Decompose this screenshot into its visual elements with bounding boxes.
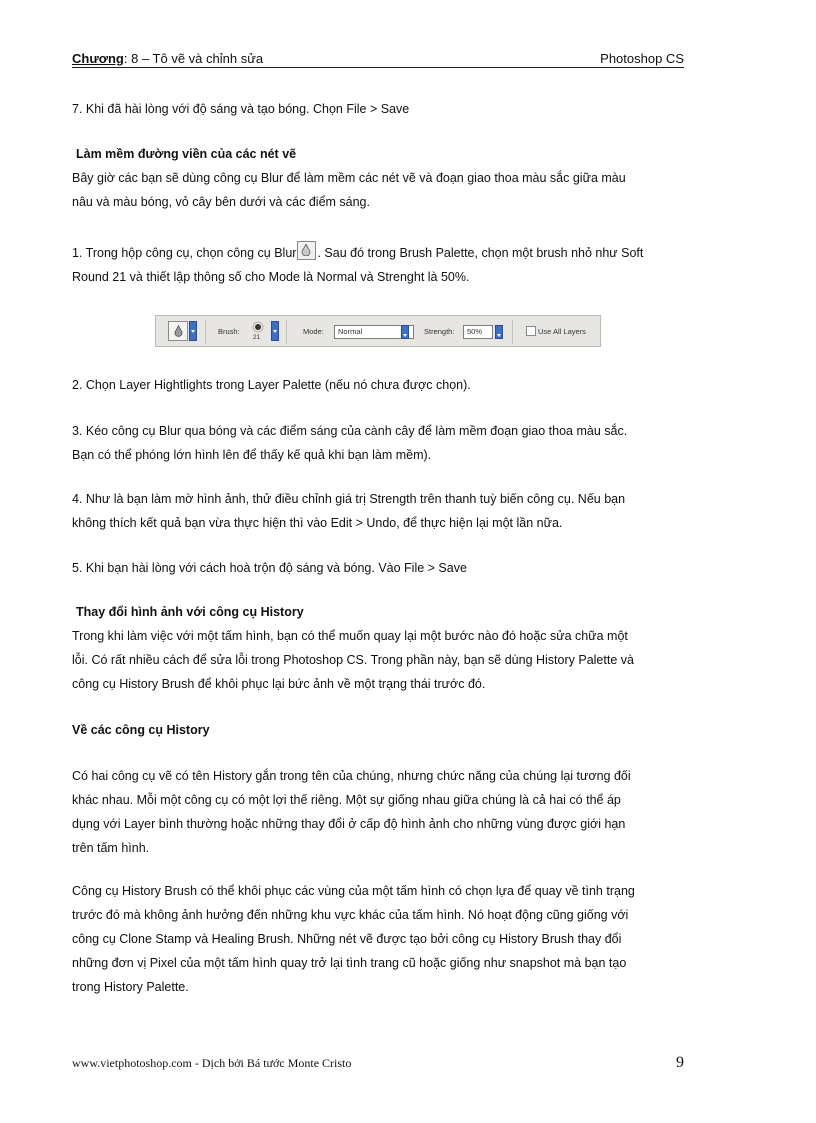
chapter-label: Chương bbox=[72, 51, 124, 66]
step-4 bbox=[72, 487, 692, 535]
tools-line-4: trên tấm hình. bbox=[72, 841, 150, 855]
step-1-text-a: 1. Trong hộp công cụ, chọn công cụ Blur bbox=[72, 246, 297, 260]
strength-label: Strength: bbox=[424, 327, 455, 336]
blur-drop-icon bbox=[174, 325, 183, 337]
blur-options-toolbar bbox=[155, 315, 601, 347]
header-app-name: Photoshop CS bbox=[600, 51, 684, 66]
heading-soften: Làm mềm đường viền của các nét vẽ bbox=[76, 147, 297, 161]
mode-dropdown-arrow[interactable] bbox=[401, 325, 409, 339]
chapter-title: : 8 – Tô vẽ và chỉnh sửa bbox=[123, 51, 264, 66]
step-4-line-2: không thích kết quả bạn vừa thực hiện thì vào Edit > Undo, để thực hiện lại một lần nữa. bbox=[72, 516, 563, 530]
toolbar-separator bbox=[205, 320, 206, 344]
brush-line-4: những đơn vị Pixel của một tấm hình quay trở lại tình trang cũ hoặc giống như snapshot mà bạn tạo bbox=[72, 956, 627, 970]
step-3-line-2: Bạn có thể phóng lớn hình lên để thấy kế quả khi bạn làm mềm). bbox=[72, 448, 432, 462]
toolbar-separator bbox=[512, 320, 513, 344]
brush-size: 21 bbox=[253, 334, 261, 341]
brush-line-3: công cụ Clone Stamp và Healing Brush. Những nét vẽ được tạo bởi công cụ History Brush thay đổi bbox=[72, 932, 622, 946]
brush-label: Brush: bbox=[218, 327, 240, 336]
step-7: 7. Khi đã hài lòng với độ sáng và tạo bóng. Chọn File > Save bbox=[72, 102, 410, 116]
history-brush-paragraph bbox=[72, 879, 692, 999]
toolbar-separator bbox=[286, 320, 287, 344]
heading-history-tools: Về các công cụ History bbox=[72, 723, 210, 737]
step-3 bbox=[72, 419, 692, 467]
brush-preview[interactable] bbox=[247, 320, 269, 344]
heading-history: Thay đổi hình ảnh với công cụ History bbox=[76, 605, 304, 619]
history-line-3: công cụ History Brush để khôi phục lại bức ảnh về một trạng thái trước đó. bbox=[72, 677, 486, 691]
header-chapter bbox=[72, 51, 263, 66]
tool-preset-arrow[interactable] bbox=[189, 321, 197, 341]
footer-site: www.vietphotoshop.com - Dịch bởi Bá tước Monte Cristo bbox=[72, 1056, 352, 1070]
soften-paragraph bbox=[72, 166, 692, 214]
page-number: 9 bbox=[676, 1054, 684, 1071]
tools-line-3: dụng với Layer bình thường hoặc những thay đổi ở cấp độ hình ảnh cho những vùng được giới hạn bbox=[72, 817, 626, 831]
step-4-line-1: 4. Như là bạn làm mờ hình ảnh, thử điều chỉnh giá trị Strength trên thanh tuỳ biến công cụ. Nếu bạn bbox=[72, 492, 626, 506]
header-rule bbox=[72, 67, 684, 68]
soften-line-2: nâu và màu bóng, vỏ cây bên dưới và các điểm sáng. bbox=[72, 195, 370, 209]
history-line-2: lỗi. Có rất nhiều cách để sửa lỗi trong Photoshop CS. Trong phần này, bạn sẽ dùng History Palette và bbox=[72, 653, 634, 667]
brush-line-5: trong History Palette. bbox=[72, 980, 189, 994]
step-1 bbox=[72, 241, 692, 289]
strength-slider-arrow[interactable] bbox=[495, 325, 503, 339]
tools-line-2: khác nhau. Mỗi một công cụ có một lợi thế riêng. Một sự giống nhau giữa chúng là cả hai có thể áp bbox=[72, 793, 621, 807]
step-3-line-1: 3. Kéo công cụ Blur qua bóng và các điểm sáng của cành cây để làm mềm đoạn giao thoa màu sắc. bbox=[72, 424, 628, 438]
step-5: 5. Khi bạn hài lòng với cách hoà trộn độ sáng và bóng. Vào File > Save bbox=[72, 561, 467, 575]
step-1-text-b: . Sau đó trong Brush Palette, chọn một brush nhỏ như Soft bbox=[317, 246, 644, 260]
brush-picker-arrow[interactable] bbox=[271, 321, 279, 341]
page-footer bbox=[72, 1056, 684, 1076]
step-1-line-1 bbox=[72, 241, 692, 265]
soften-line-1: Bây giờ các bạn sẽ dùng công cụ Blur để làm mềm các nét vẽ và đoạn giao thoa màu sắc giữa màu bbox=[72, 171, 626, 185]
mode-label: Mode: bbox=[303, 327, 324, 336]
history-paragraph bbox=[72, 624, 692, 696]
tools-line-1: Có hai công cụ vẽ có tên History gắn trong tên của chúng, nhưng chức năng của chúng lại tương đối bbox=[72, 769, 631, 783]
tools-paragraph bbox=[72, 764, 692, 860]
strength-value: 50% bbox=[467, 327, 483, 336]
step-1-line-2: Round 21 và thiết lập thông số cho Mode là Normal và Strenght là 50%. bbox=[72, 270, 470, 284]
step-2: 2. Chọn Layer Hightlights trong Layer Palette (nếu nó chưa được chọn). bbox=[72, 378, 471, 392]
tool-preset-picker[interactable] bbox=[168, 321, 188, 341]
brush-line-2: trước đó mà không ảnh hưởng đến những khu vực khác của tấm hình. Nó hoạt động cũng giống với bbox=[72, 908, 629, 922]
strength-field[interactable] bbox=[463, 325, 493, 339]
history-line-1: Trong khi làm việc với một tấm hình, bạn có thể muốn quay lại một bước nào đó hoặc sửa chữa một bbox=[72, 629, 628, 643]
brush-line-1: Công cụ History Brush có thể khôi phục các vùng của một tấm hình có chọn lựa để quay về tình trạng bbox=[72, 884, 635, 898]
mode-value: Normal bbox=[338, 327, 363, 336]
use-all-layers-label: Use All Layers bbox=[538, 327, 586, 336]
use-all-layers-checkbox[interactable] bbox=[526, 326, 536, 336]
blur-tool-icon bbox=[297, 241, 316, 260]
